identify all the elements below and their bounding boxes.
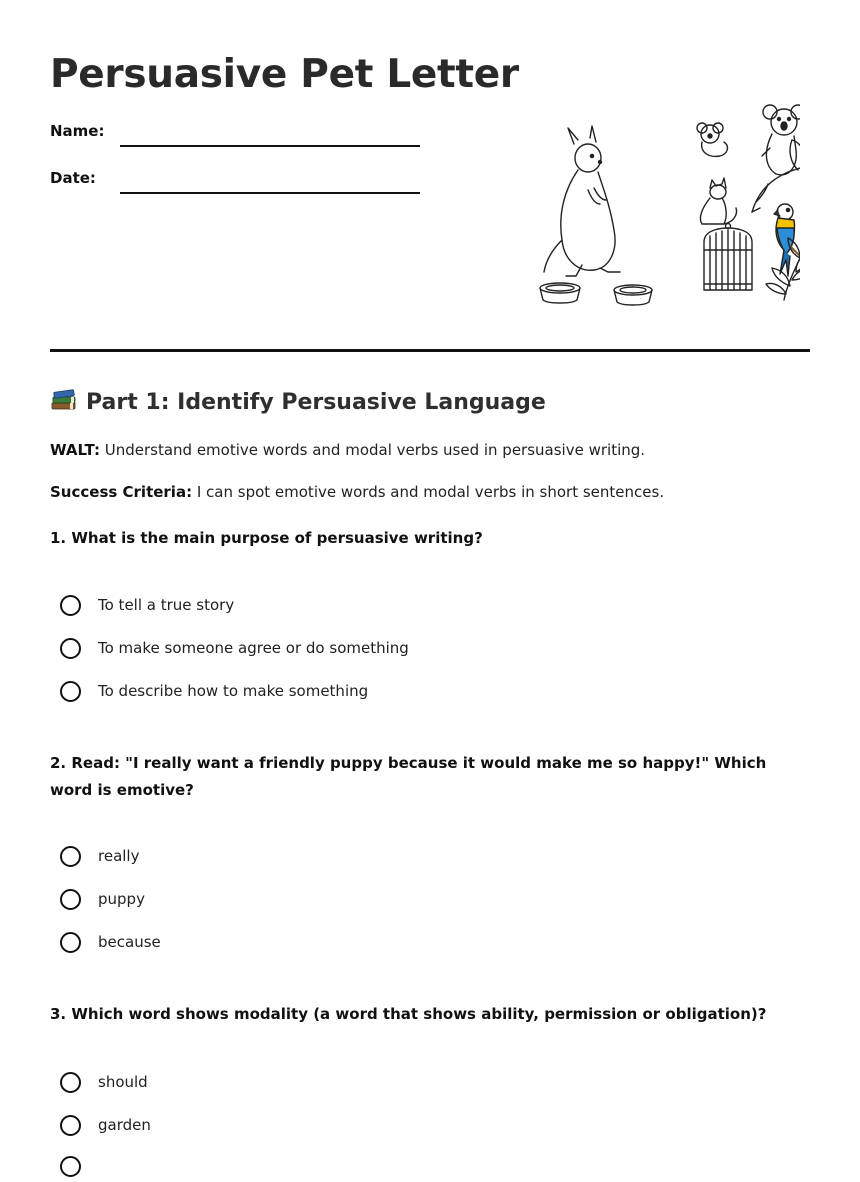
section-divider	[50, 349, 810, 352]
food-bowl-icon	[540, 283, 580, 303]
option-label: really	[98, 847, 140, 865]
date-line[interactable]	[120, 192, 420, 194]
name-line[interactable]	[120, 145, 420, 147]
small-koala-icon	[697, 123, 727, 156]
radio-button[interactable]	[60, 595, 81, 616]
success-text: I can spot emotive words and modal verbs in short sentences.	[192, 483, 665, 501]
walt-label: WALT:	[50, 441, 100, 459]
question-1: 1. What is the main purpose of persuasive writing?	[50, 529, 483, 547]
radio-button[interactable]	[60, 932, 81, 953]
option-label: puppy	[98, 890, 145, 908]
walt-statement	[50, 441, 645, 459]
question-2: 2. Read: "I really want a friendly puppy because it would make me so happy!" Which word is emotive?	[50, 754, 767, 799]
worksheet-title: Persuasive Pet Letter	[50, 52, 519, 97]
success-criteria	[50, 483, 664, 501]
water-bowl-icon	[614, 285, 652, 305]
radio-button[interactable]	[60, 1115, 81, 1136]
kangaroo-icon	[544, 126, 620, 276]
walt-text: Understand emotive words and modal verbs used in persuasive writing.	[99, 441, 646, 459]
pets-illustration	[538, 100, 800, 312]
name-label: Name:	[50, 122, 105, 140]
radio-button[interactable]	[60, 681, 81, 702]
option-label: garden	[98, 1116, 151, 1134]
part1-heading	[50, 388, 546, 415]
option-label: To make someone agree or do something	[98, 639, 409, 657]
name-field	[50, 122, 420, 152]
success-label: Success Criteria:	[50, 483, 193, 501]
radio-button[interactable]	[60, 638, 81, 659]
option-label: To tell a true story	[98, 596, 235, 614]
date-label: Date:	[50, 169, 96, 187]
part1-heading-text: Part 1: Identify Persuasive Language	[86, 390, 546, 415]
cat-icon	[700, 178, 736, 224]
birdcage-icon	[704, 224, 752, 291]
radio-button[interactable]	[60, 1156, 81, 1177]
option-label: should	[98, 1073, 148, 1091]
radio-button[interactable]	[60, 846, 81, 867]
radio-button[interactable]	[60, 1072, 81, 1093]
books-icon	[50, 388, 78, 412]
option-label: because	[98, 933, 161, 951]
date-field	[50, 169, 420, 199]
question-3: 3. Which word shows modality (a word that shows ability, permission or obligation)?	[50, 1005, 767, 1023]
option-label: To describe how to make something	[98, 682, 369, 700]
radio-button[interactable]	[60, 889, 81, 910]
